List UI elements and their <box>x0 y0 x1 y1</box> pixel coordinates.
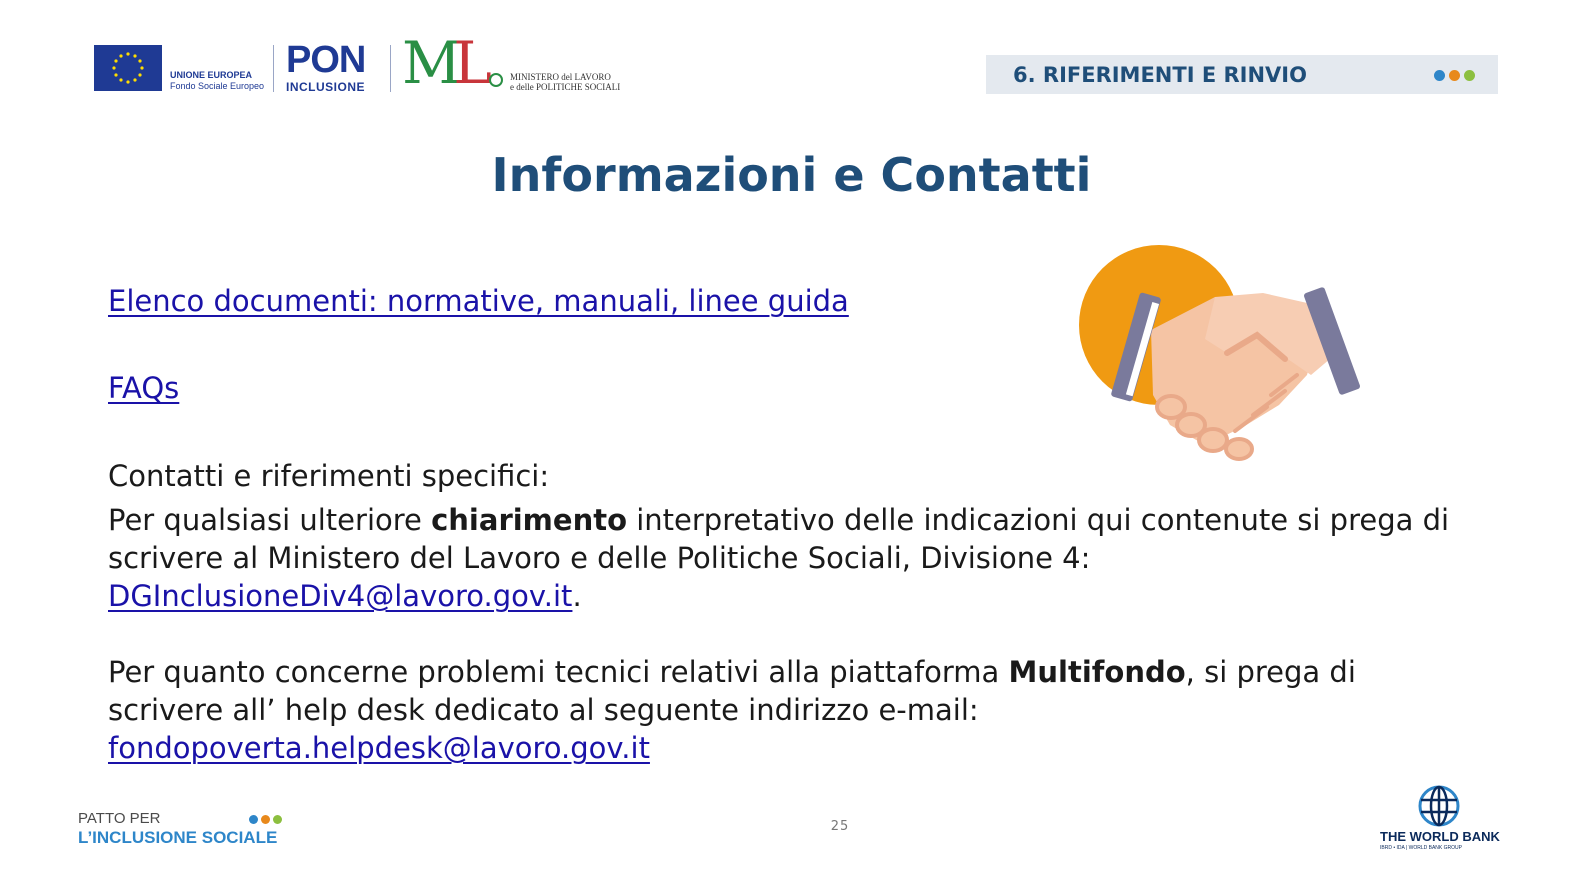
helpdesk-email-link[interactable]: fondopoverta.helpdesk@lavoro.gov.it <box>108 731 650 765</box>
italian-emblem-icon <box>489 73 503 87</box>
p1-bold: chiarimento <box>431 503 627 537</box>
footer-dot-blue <box>249 815 258 824</box>
p1-text-start: Per qualsiasi ulteriore <box>108 503 432 537</box>
p1-period: . <box>572 579 582 613</box>
division-email-link[interactable]: DGInclusioneDiv4@lavoro.gov.it <box>108 579 573 613</box>
p2-text-start: Per quanto concerne problemi tecnici relativi alla piattaforma <box>108 655 1009 689</box>
pon-logo-title: PON <box>286 39 366 81</box>
world-bank-subtitle: IBRD • IDA | WORLD BANK GROUP <box>1380 845 1462 851</box>
ministry-logo-text <box>510 72 620 92</box>
section-label: 6. RIFERIMENTI E RINVIO <box>1013 63 1307 87</box>
faqs-row <box>108 369 179 407</box>
contact-paragraph-1 <box>108 501 1488 615</box>
faqs-link[interactable]: FAQs <box>108 371 180 405</box>
contact-paragraph-2 <box>108 653 1448 767</box>
contacts-heading: Contatti e riferimenti specifici: <box>108 459 550 493</box>
eu-title: UNIONE EUROPEA <box>170 70 253 80</box>
footer-dot-orange <box>261 815 270 824</box>
banner-dot-blue <box>1434 70 1445 81</box>
banner-dot-orange <box>1449 70 1460 81</box>
ministry-line-2: e delle POLITICHE SOCIALI <box>510 82 621 92</box>
p1-text-rest: interpretativo delle indicazioni qui contenute si prega di scrivere al Ministero del Lavoro e delle Politiche Sociali, Divisione 4: <box>108 503 1450 575</box>
p2-text-rest: , si prega di scrivere all’ help desk dedicato al seguente indirizzo e-mail: <box>108 655 1356 727</box>
handshake-icon <box>1075 235 1375 470</box>
logo-divider <box>390 45 391 92</box>
eu-logo-text <box>170 70 264 92</box>
eu-stars-icon <box>94 45 162 91</box>
documents-row <box>108 282 849 320</box>
banner-dot-green <box>1464 70 1475 81</box>
patto-line-2: L’INCLUSIONE SOCIALE <box>78 828 278 847</box>
world-bank-globe-icon <box>1417 784 1461 828</box>
logo-divider <box>273 45 274 92</box>
world-bank-name: THE WORLD BANK <box>1380 829 1500 844</box>
ministry-line-1: MINISTERO del LAVORO <box>510 72 611 82</box>
patto-line-1: PATTO PER <box>78 810 161 827</box>
p2-bold: Multifondo <box>1008 655 1186 689</box>
eu-subtitle: Fondo Sociale Europeo <box>170 81 265 91</box>
documents-link[interactable]: Elenco documenti: normative, manuali, linee guida <box>108 284 849 318</box>
eu-flag-logo <box>94 45 162 91</box>
pon-logo-subtitle: INCLUSIONE <box>286 80 366 94</box>
footer-dot-green <box>273 815 282 824</box>
page-title: Informazioni e Contatti <box>491 148 1092 202</box>
ministry-ml-logo: ML <box>402 29 484 97</box>
page-number: 25 <box>830 819 850 834</box>
